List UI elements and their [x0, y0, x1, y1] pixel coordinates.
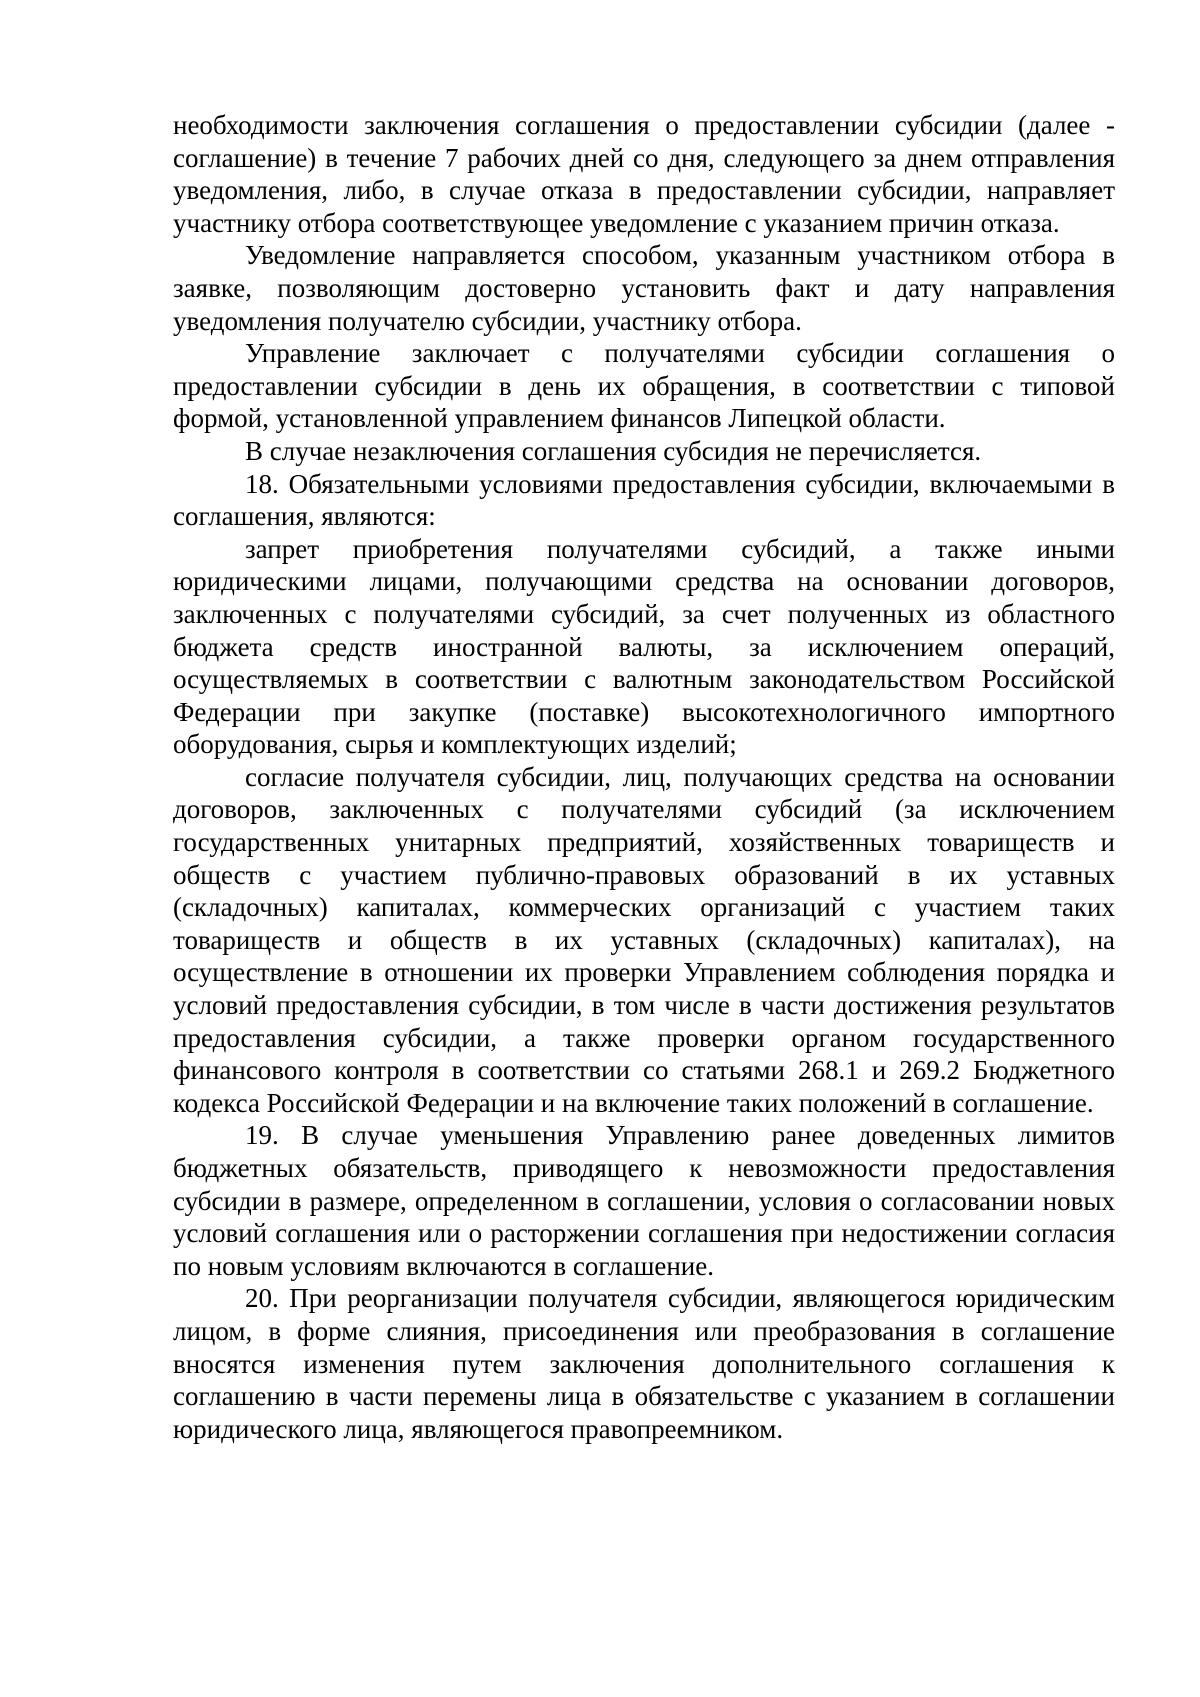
paragraph-currency-prohibition: запрет приобретения получателями субсидий, а также иными юридическими лицами, получающими средства на основании договоров, заключенных с получателями субсидий, за счет полученных из областного бюджета средств иностранной валюты, за исключением операций, осуществляемых в соответствии с валютным законодательством Российской Федерации при закупке (поставке) высокотехнологичного импортного оборудования, сырья и комплектующих изделий; [173, 533, 1115, 760]
paragraph-item-19: 19. В случае уменьшения Управлению ранее доведенных лимитов бюджетных обязательств, приводящего к невозможности предоставления субсидии в размере, определенном в соглашении, условия о согласовании новых условий соглашения или о расторжении соглашения при недостижении согласия по новым условиям включаются в соглашение. [173, 1120, 1115, 1281]
paragraph-agreement-conclusion: Управление заключает с получателями субсидии соглашения о предоставлении субсидии в день их обращения, в соответствии с типовой формой, установленной управлением финансов Липецкой области. [173, 338, 1115, 434]
paragraph-notification-continuation: необходимости заключения соглашения о предоставлении субсидии (далее - соглашение) в течение 7 рабочих дней со дня, следующего за днем отправления уведомления, либо, в случае отказа в предоставлении субсидии, направляет участнику отбора соответствующее уведомление с указанием причин отказа. [173, 110, 1115, 238]
paragraph-inspection-consent: согласие получателя субсидии, лиц, получающих средства на основании договоров, заключенных с получателями субсидий (за исключением государственных унитарных предприятий, хозяйственных товариществ и обществ с участием публично-правовых образований в их уставных (складочных) капиталах, коммерческих организаций с участием таких товариществ и обществ в их уставных (складочных) капиталах), на осуществление в отношении их проверки Управлением соблюдения порядка и условий предоставления субсидии, в том числе в части достижения результатов предоставления субсидии, а также проверки органом государственного финансового контроля в соответствии со статьями 268.1 и 269.2 Бюджетного кодекса Российской Федерации и на включение таких положений в соглашение. [173, 761, 1115, 1118]
document-page [173, 109, 1115, 1445]
paragraph-item-18: 18. Обязательными условиями предоставления субсидии, включаемыми в соглашения, являются: [173, 468, 1115, 532]
paragraph-item-20: 20. При реорганизации получателя субсидии, являющегося юридическим лицом, в форме слияния, присоединения или преобразования в соглашение вносятся изменения путем заключения дополнительного соглашения к соглашению в части перемены лица в обязательстве с указанием в соглашении юридического лица, являющегося правопреемником. [173, 1283, 1115, 1444]
paragraph-notification-method: Уведомление направляется способом, указанным участником отбора в заявке, позволяющим достоверно установить факт и дату направления уведомления получателю субсидии, участнику отбора. [173, 240, 1115, 336]
paragraph-no-transfer: В случае незаключения соглашения субсидия не перечисляется. [245, 435, 982, 466]
